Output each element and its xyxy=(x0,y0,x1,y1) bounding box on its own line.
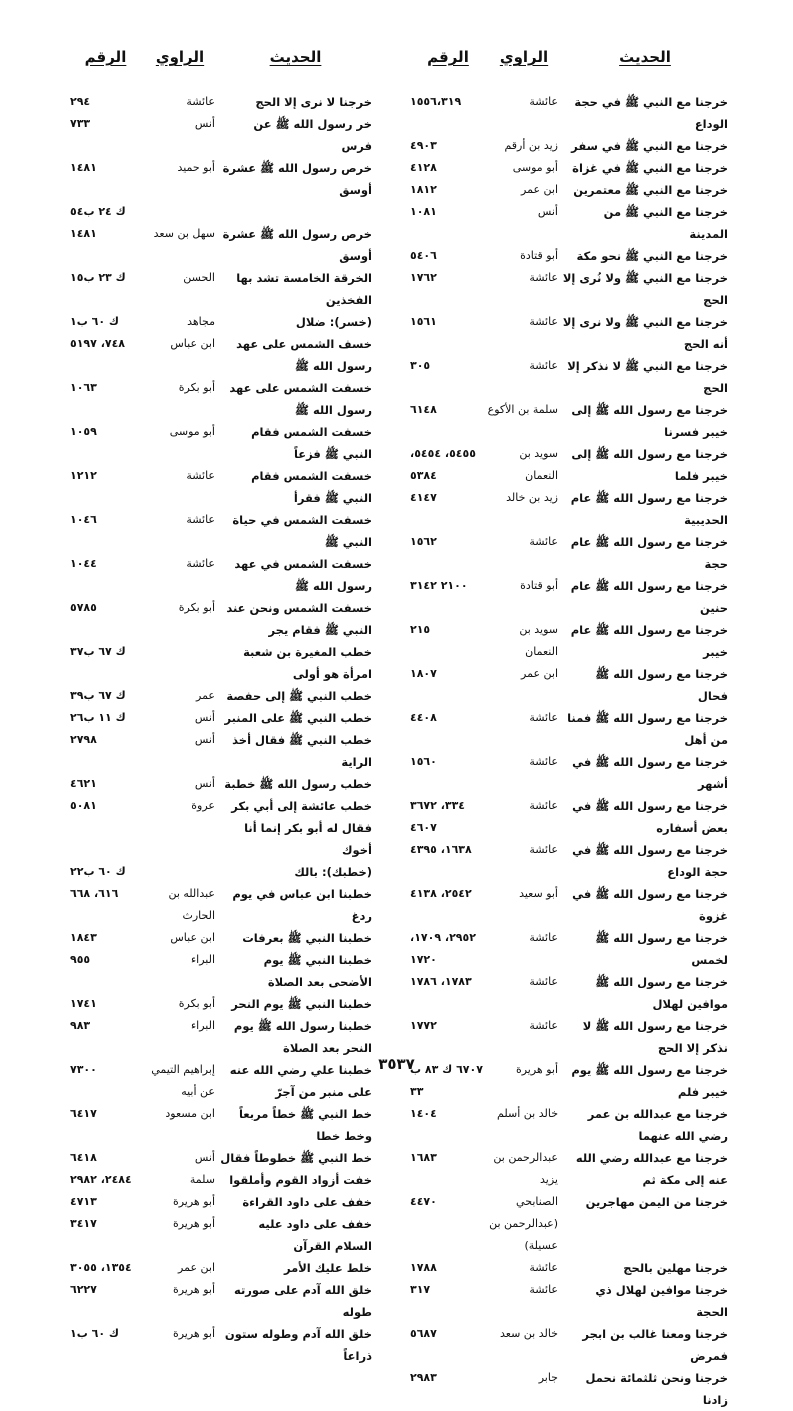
narrator-name: ابن عمر xyxy=(521,667,558,680)
index-entry xyxy=(70,707,372,729)
index-entry xyxy=(410,267,728,311)
narrator-name: عمر xyxy=(196,689,215,702)
reference-number: ١٠٤٦ xyxy=(70,513,97,526)
index-entry xyxy=(410,245,728,267)
narrator-name: أبو موسى xyxy=(512,161,558,174)
hadith-text: خفت أزواد القوم وأملقوا xyxy=(229,1173,372,1187)
reference-number: ١٧٨٣، ١٧٨٦ xyxy=(410,975,472,988)
index-entry xyxy=(410,531,728,575)
narrator-name: ابن عباس xyxy=(170,931,215,944)
reference-number: ١٨١٢ xyxy=(410,183,437,196)
hadith-text: خرجنا مع رسول الله ﷺ عام حجة xyxy=(570,535,728,571)
reference-number: ٤٦٢١ xyxy=(70,777,97,790)
reference-number: ١٦٨٣ xyxy=(410,1151,437,1164)
page-number: ٣٥٣٧ xyxy=(378,1055,415,1073)
header-narrator: الراوي xyxy=(499,48,549,66)
reference-number: ٢١٠٠ ٣١٤٢ xyxy=(410,579,468,592)
narrator-name: أبو بكرة xyxy=(178,381,215,394)
hadith-text: خرجنا مع النبي ﷺ نحو مكة xyxy=(576,249,728,263)
index-entry xyxy=(70,1103,372,1147)
reference-number: ك ٢٤ ب٥٤ xyxy=(70,205,126,218)
index-entry xyxy=(70,1191,372,1213)
narrator-name: سلمة بن الأكوع xyxy=(487,403,558,416)
hadith-text: خلق الله آدم على صورته طوله xyxy=(234,1283,372,1319)
index-entry xyxy=(70,333,372,377)
hadith-text: خطب النبي ﷺ على المنبر xyxy=(224,711,372,725)
narrator-name: أبو بكرة xyxy=(178,601,215,614)
hadith-text: خسفت الشمس ونحن عند النبي ﷺ فقام يجر xyxy=(226,601,372,637)
hadith-text: خرجنا ومعنا غالب بن ابجر فمرض xyxy=(582,1327,728,1363)
left-index-column xyxy=(70,48,372,1367)
narrator-name: عائشة xyxy=(186,95,215,108)
reference-number: ٩٥٥ xyxy=(70,953,91,966)
hadith-text: خطب النبي ﷺ إلى حفصة xyxy=(226,689,372,703)
narrator-name: البراء xyxy=(190,953,215,966)
hadith-text: خفف على داود القراءة xyxy=(242,1195,372,1209)
narrator-name: أنس xyxy=(194,777,215,790)
narrator-name: الحسن xyxy=(183,271,215,284)
reference-number: ٤١٢٨ xyxy=(410,161,437,174)
reference-number: ٦٢٢٧ xyxy=(70,1283,97,1296)
index-entry xyxy=(410,1147,728,1191)
narrator-name: أبو موسى xyxy=(169,425,215,438)
index-entry xyxy=(410,839,728,883)
hadith-text: خرجنا مع النبي ﷺ معتمرين xyxy=(573,183,728,197)
index-entry xyxy=(410,443,728,487)
index-entry xyxy=(70,1169,372,1191)
header-hadith: الحديث xyxy=(619,48,671,66)
reference-number: ك ٦٠ ب٢٢ xyxy=(70,865,126,878)
index-entry xyxy=(410,311,728,355)
reference-number: ٢١٥ xyxy=(410,623,431,636)
reference-number: ٦٤١٧ xyxy=(70,1107,97,1120)
index-entry xyxy=(70,377,372,421)
narrator-name: عائشة xyxy=(529,315,558,328)
hadith-text: خطب النبي ﷺ فقال أخذ الراية xyxy=(232,733,372,769)
right-index-rows xyxy=(410,91,728,1411)
reference-number: ك ٦٧ ب٣٩ xyxy=(70,689,126,702)
hadith-text: خرجنا مع النبي ﷺ في حجة الوداع xyxy=(574,95,728,131)
reference-number: ١٧٨٨ xyxy=(410,1261,437,1274)
hadith-text: خطب المغيرة بن شعبة امرأة هو أولى xyxy=(243,645,372,681)
narrator-name: أنس xyxy=(537,205,558,218)
narrator-name: مجاهد xyxy=(187,315,215,328)
hadith-text: (خطبك): بالك xyxy=(294,865,372,879)
hadith-text: خرجنا مع رسول الله ﷺ في حجة الوداع xyxy=(572,843,728,879)
narrator-name: سلمة xyxy=(189,1173,215,1186)
index-entry xyxy=(70,795,372,861)
hadith-text: خرجنا لا نرى إلا الحج xyxy=(255,95,372,109)
hadith-text: خسف الشمس على عهد رسول الله ﷺ xyxy=(236,337,372,373)
reference-number: ك ١١ ب٢٦ xyxy=(70,711,126,724)
narrator-name: ابن عمر xyxy=(178,1261,215,1274)
hadith-text: خرجنا مع النبي ﷺ ولا نُرى إلا الحج xyxy=(562,271,728,307)
reference-number: ٤١٤٧ xyxy=(410,491,437,504)
index-entry xyxy=(70,927,372,949)
narrator-name: عائشة xyxy=(529,799,558,812)
hadith-text: خطبنا النبي ﷺ يوم النحر xyxy=(231,997,372,1011)
reference-number: ٩٨٣ xyxy=(70,1019,91,1032)
reference-number: ٥٧٨٥ xyxy=(70,601,97,614)
reference-number: ٥٦٨٧ xyxy=(410,1327,437,1340)
reference-number: ٧٣٣ xyxy=(70,117,91,130)
index-entry xyxy=(70,91,372,113)
narrator-name: عائشة xyxy=(529,975,558,988)
index-entry xyxy=(70,1147,372,1169)
hadith-text: خرجنا مع النبي ﷺ ولا نرى إلا أنه الحج xyxy=(562,315,728,351)
index-entry xyxy=(410,157,728,179)
reference-number: ٢٤٨٤، ٢٩٨٢ xyxy=(70,1173,132,1186)
hadith-text: خطب رسول الله ﷺ خطبة xyxy=(224,777,372,791)
narrator-name: أبو قتادة xyxy=(520,579,558,592)
reference-number: ١٨٤٣ xyxy=(70,931,97,944)
narrator-name: أبو قتادة xyxy=(520,249,558,262)
reference-number: ٧٣٠٠ xyxy=(70,1063,97,1076)
hadith-text: خطب عائشة إلى أبي بكر فقال له أبو بكر إنما أنا أخوك xyxy=(231,799,372,857)
reference-number: ١٥٦٢ xyxy=(410,535,437,548)
narrator-name: عائشة xyxy=(529,1283,558,1296)
index-entry xyxy=(70,267,372,311)
index-entry xyxy=(70,1279,372,1323)
index-entry xyxy=(70,509,372,553)
reference-number: ٦١٤٨ xyxy=(410,403,437,416)
reference-number: ٧٤٨، ٥١٩٧ xyxy=(70,337,126,350)
narrator-name: عائشة xyxy=(529,711,558,724)
narrator-name: عائشة xyxy=(529,95,558,108)
index-entry xyxy=(70,1015,372,1059)
hadith-text: خسفت الشمس في حياة النبي ﷺ xyxy=(232,513,372,549)
hadith-text: خط النبي ﷺ خطوطاً فقال xyxy=(220,1151,372,1165)
hadith-text: خرجنا مع النبي ﷺ في سفر xyxy=(571,139,728,153)
hadith-text: خرجنا مع رسول الله ﷺ لا نذكر إلا الحج xyxy=(582,1019,728,1055)
reference-number: ١٧٤١ xyxy=(70,997,97,1010)
hadith-text: خطبنا النبي ﷺ يوم الأضحى بعد الصلاة xyxy=(263,953,372,989)
reference-number: ٣٠٥ xyxy=(410,359,431,372)
narrator-name: سويد بن النعمان xyxy=(519,623,558,658)
hadith-text: خرجنا مع رسول الله ﷺ يوم خيبر فلم xyxy=(571,1063,728,1099)
narrator-name: عائشة xyxy=(529,535,558,548)
narrator-name: زيد بن خالد xyxy=(506,491,558,504)
index-entry xyxy=(410,135,728,157)
narrator-name: ابن عباس xyxy=(170,337,215,350)
narrator-name: خالد بن سعد xyxy=(499,1327,558,1340)
index-entry xyxy=(410,883,728,927)
reference-number: ١٨٠٧ xyxy=(410,667,437,680)
index-entry xyxy=(410,1191,728,1257)
index-entry xyxy=(410,179,728,201)
reference-number: ١٠٥٩ xyxy=(70,425,97,438)
hadith-text: خسفت الشمس فقام النبي ﷺ فزعاً xyxy=(251,425,372,461)
reference-number: ٥٤٥٥، ٥٤٥٤، ٥٣٨٤ xyxy=(410,447,476,482)
hadith-text: خرجنا مع رسول الله ﷺ عام الحديبية xyxy=(570,491,728,527)
narrator-name: ابن مسعود xyxy=(165,1107,215,1120)
header-number: الرقم xyxy=(84,48,127,66)
reference-number: ٤٤٧٠ xyxy=(410,1195,437,1208)
hadith-text: خرجنا من اليمن مهاجرين xyxy=(585,1195,728,1209)
hadith-text: خرجنا مع عبدالله رضي الله عنه إلى مكة ثم xyxy=(575,1151,728,1187)
reference-number: ١٤٨١ xyxy=(70,161,97,174)
hadith-text: خطبنا النبي ﷺ بعرفات xyxy=(242,931,372,945)
index-entry xyxy=(70,773,372,795)
reference-number: ٢٩٥٢، ١٧٠٩، ١٧٢٠ xyxy=(410,931,476,966)
index-entry xyxy=(70,465,372,509)
reference-number: ٣٣٤، ٣٦٧٢ ٤٦٠٧ xyxy=(410,799,466,834)
narrator-name: أنس xyxy=(194,1151,215,1164)
narrator-name: أنس xyxy=(194,117,215,130)
reference-number: ك ٢٣ ب١٥ xyxy=(70,271,126,284)
hadith-text: خرص رسول الله ﷺ عشرة أوسق xyxy=(222,161,372,197)
reference-number: ١٦٣٨، ٤٣٩٥ xyxy=(410,843,472,856)
hadith-text: خسفت الشمس على عهد رسول الله ﷺ xyxy=(229,381,372,417)
narrator-name: ابن عمر xyxy=(521,183,558,196)
header-hadith: الحديث xyxy=(269,48,322,66)
hadith-text: خرجنا مع رسول الله ﷺ في أشهر xyxy=(572,755,728,791)
narrator-name: عائشة xyxy=(529,359,558,372)
hadith-text: خرجنا مع رسول الله ﷺ إلى خيبر فسرنا xyxy=(571,403,728,439)
reference-number: ١٤٠٤ xyxy=(410,1107,437,1120)
narrator-name: عبدالرحمن بن يزيد xyxy=(493,1151,558,1186)
narrator-name: خالد بن أسلم xyxy=(497,1107,558,1120)
index-entry xyxy=(410,487,728,531)
index-entry xyxy=(410,1279,728,1323)
reference-number: ١٤٨١ xyxy=(70,227,97,240)
reference-number: ٣٤١٧ xyxy=(70,1217,97,1230)
narrator-name: عائشة xyxy=(529,843,558,856)
index-entry xyxy=(410,201,728,245)
reference-number: ٣١٧ xyxy=(410,1283,431,1296)
reference-number: ٢٩٤ xyxy=(70,95,91,108)
hadith-text: خلق الله آدم وطوله ستون ذراعاً xyxy=(224,1327,372,1363)
hadith-text: خرجنا مهلين بالحج xyxy=(623,1261,728,1275)
reference-number: ١٥٦١ xyxy=(410,315,437,328)
hadith-text: الخرقة الخامسة تشد بها الفخذين xyxy=(236,271,372,307)
index-entry xyxy=(410,355,728,399)
narrator-name: أبو بكرة xyxy=(178,997,215,1010)
narrator-name: الصنابحي (عبدالرحمن بن عسيلة) xyxy=(489,1195,558,1252)
index-entry xyxy=(410,575,728,619)
index-entry xyxy=(70,949,372,993)
hadith-text: خرجنا مع رسول الله ﷺ عام حنين xyxy=(570,579,728,615)
left-index-rows xyxy=(70,91,372,1367)
hadith-text: خطبنا علي رضي الله عنه على منبر من آجرّ xyxy=(229,1063,372,1099)
reference-number: ١٧٦٢ xyxy=(410,271,437,284)
index-entry xyxy=(410,1015,728,1059)
narrator-name: أبو حميد xyxy=(177,161,215,174)
index-entry xyxy=(410,663,728,707)
narrator-name: أبو هريرة xyxy=(172,1217,215,1230)
hadith-text: خسفت الشمس فقام النبي ﷺ فقرأ xyxy=(251,469,372,505)
hadith-text: خرجنا مع رسول الله ﷺ فحال xyxy=(595,667,728,703)
hadith-text: خرص رسول الله ﷺ عشرة أوسق xyxy=(222,227,372,263)
reference-number: ١٣٥٤، ٣٠٥٥ xyxy=(70,1261,132,1274)
index-entry xyxy=(410,707,728,751)
index-entry xyxy=(410,619,728,663)
reference-number: ٦٤١٨ xyxy=(70,1151,97,1164)
narrator-name: أبو هريرة xyxy=(172,1283,215,1296)
index-entry xyxy=(70,1257,372,1279)
index-entry xyxy=(410,1323,728,1367)
index-entry xyxy=(70,113,372,157)
narrator-name: جابر xyxy=(538,1371,558,1384)
reference-number: ٤٤٠٨ xyxy=(410,711,437,724)
reference-number: ٥٠٨١ xyxy=(70,799,97,812)
narrator-name: عائشة xyxy=(529,931,558,944)
reference-number: ٥٤٠٦ xyxy=(410,249,437,262)
narrator-name: عائشة xyxy=(186,469,215,482)
narrator-name: عروة xyxy=(191,799,215,812)
hadith-text: خلط عليك الأمر xyxy=(283,1261,372,1275)
header-narrator: الراوي xyxy=(155,48,205,66)
index-entry xyxy=(70,311,372,333)
hadith-text: خرجنا مع النبي ﷺ من المدينة xyxy=(603,205,728,241)
right-index-column xyxy=(410,48,728,1411)
hadith-text: خرجنا مع عبدالله بن عمر رضي الله عنهما xyxy=(587,1107,728,1143)
index-entry xyxy=(70,201,372,223)
hadith-text: خرجنا مع النبي ﷺ لا نذكر إلا الحج xyxy=(567,359,728,395)
reference-number: ١٥٥٦،٣١٩ xyxy=(410,95,462,108)
index-entry xyxy=(70,1213,372,1257)
index-entry xyxy=(410,91,728,135)
index-entry xyxy=(410,971,728,1015)
narrator-name: زيد بن أرقم xyxy=(504,139,558,152)
reference-number: ٢٩٨٣ xyxy=(410,1371,437,1384)
header-number: الرقم xyxy=(427,48,469,66)
hadith-text: خطبنا رسول الله ﷺ يوم النحر بعد الصلاة xyxy=(233,1019,372,1055)
hadith-text: خطبنا ابن عباس في يوم ردغ xyxy=(232,887,372,923)
index-entry xyxy=(410,795,728,839)
index-entry xyxy=(70,861,372,883)
reference-number: ٢٧٩٨ xyxy=(70,733,97,746)
reference-number: ٦١٦، ٦٦٨ xyxy=(70,887,119,900)
reference-number: ٦٧٠٧ ك ٨٣ ب ٣٣ xyxy=(410,1063,483,1098)
index-entry xyxy=(70,597,372,641)
column-header-row xyxy=(70,48,372,70)
narrator-name: أنس xyxy=(194,733,215,746)
hadith-text: خرجنا مع رسول الله ﷺ فمنا من أهل xyxy=(567,711,728,747)
index-entry xyxy=(70,421,372,465)
reference-number: ٤٧١٣ xyxy=(70,1195,97,1208)
index-entry xyxy=(70,553,372,597)
narrator-name: أبو هريرة xyxy=(172,1195,215,1208)
index-entry xyxy=(410,1103,728,1147)
reference-number: ١٠٨١ xyxy=(410,205,437,218)
index-entry xyxy=(70,157,372,201)
narrator-name: عائشة xyxy=(529,271,558,284)
reference-number: ١٧٧٢ xyxy=(410,1019,437,1032)
hadith-text: خرجنا مع رسول الله ﷺ إلى خيبر فلما xyxy=(571,447,728,483)
narrator-name: أنس xyxy=(194,711,215,724)
index-entry xyxy=(70,729,372,773)
narrator-name: عائشة xyxy=(186,513,215,526)
narrator-name: أبو هريرة xyxy=(515,1063,558,1076)
reference-number: ١٠٦٣ xyxy=(70,381,97,394)
narrator-name: إبراهيم التيمي عن أبيه xyxy=(151,1063,215,1098)
reference-number: ١٥٦٠ xyxy=(410,755,437,768)
hadith-text: خفف على داود عليه السلام القرآن xyxy=(258,1217,372,1253)
index-entry xyxy=(70,993,372,1015)
narrator-name: أبو سعيد xyxy=(519,887,558,900)
hadith-text: خرجنا مع رسول الله ﷺ في بعض أسفاره xyxy=(572,799,728,835)
index-entry xyxy=(70,223,372,267)
narrator-name: عائشة xyxy=(186,557,215,570)
hadith-text: خرجنا مع رسول الله ﷺ لخمس xyxy=(595,931,728,967)
hadith-text: خسفت الشمس في عهد رسول الله ﷺ xyxy=(234,557,372,593)
narrator-name: سويد بن النعمان xyxy=(519,447,558,482)
reference-number: ك ٦٠ ب١ xyxy=(70,315,119,328)
reference-number: ١٢١٢ xyxy=(70,469,97,482)
hadith-text: خرجنا ونحن ثلثمائة نحمل زادنا xyxy=(585,1371,728,1407)
hadith-text: (خسر): ضلال xyxy=(295,315,372,329)
index-entry xyxy=(410,1367,728,1411)
hadith-text: خرجنا مع رسول الله ﷺ موافين لهلال xyxy=(595,975,728,1011)
hadith-text: خرجنا موافين لهلال ذي الحجة xyxy=(595,1283,728,1319)
narrator-name: عائشة xyxy=(529,1261,558,1274)
reference-number: ١٠٤٤ xyxy=(70,557,97,570)
index-entry xyxy=(70,641,372,685)
hadith-text: خرجنا مع رسول الله ﷺ في غزوة xyxy=(572,887,728,923)
reference-number: ك ٦٧ ب٣٧ xyxy=(70,645,126,658)
column-header-row xyxy=(410,48,728,70)
index-entry xyxy=(410,927,728,971)
hadith-text: خر رسول الله ﷺ عن فرس xyxy=(253,117,372,153)
narrator-name: عائشة xyxy=(529,755,558,768)
narrator-name: البراء xyxy=(190,1019,215,1032)
narrator-name: سهل بن سعد xyxy=(153,227,215,240)
narrator-name: أبو هريرة xyxy=(172,1327,215,1340)
index-entry xyxy=(410,751,728,795)
index-entry xyxy=(70,1323,372,1367)
index-entry xyxy=(70,883,372,927)
narrator-name: عائشة xyxy=(529,1019,558,1032)
reference-number: ك ٦٠ ب١ xyxy=(70,1327,119,1340)
hadith-text: خط النبي ﷺ خطاً مربعاً وخط خطا xyxy=(238,1107,372,1143)
reference-number: ٤٩٠٣ xyxy=(410,139,437,152)
narrator-name: عبدالله بن الحارث xyxy=(168,887,215,922)
index-entry xyxy=(410,399,728,443)
hadith-text: خرجنا مع رسول الله ﷺ عام خيبر xyxy=(570,623,728,659)
hadith-text: خرجنا مع النبي ﷺ في غزاة xyxy=(572,161,728,175)
index-entry xyxy=(410,1257,728,1279)
reference-number: ٢٥٤٢، ٤١٣٨ xyxy=(410,887,472,900)
index-entry xyxy=(70,685,372,707)
